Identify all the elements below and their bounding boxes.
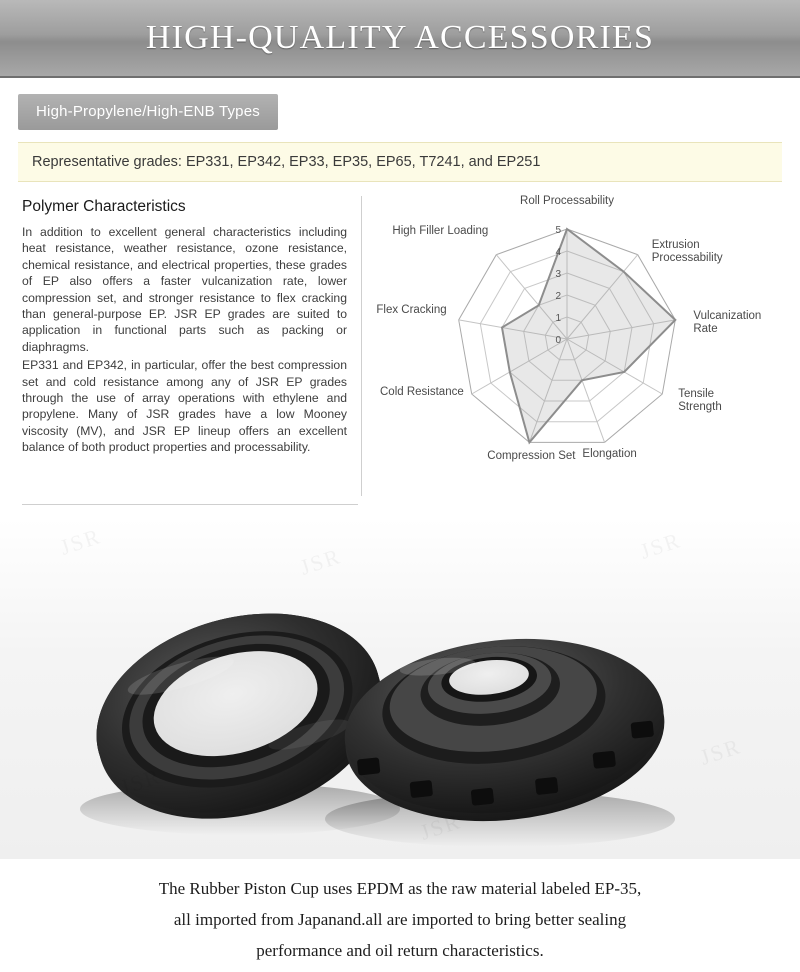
polymer-characteristics-column <box>22 196 362 496</box>
svg-text:2: 2 <box>555 291 561 302</box>
svg-text:0: 0 <box>555 335 561 346</box>
axis-label-elongation: Elongation <box>582 448 637 461</box>
svg-text:4: 4 <box>555 247 561 258</box>
caption-line-3: performance and oil return characteristics. <box>256 941 544 960</box>
section-heading: Polymer Characteristics <box>22 198 186 215</box>
axis-label-cold-resistance: Cold Resistance <box>380 386 464 398</box>
representative-grades: Representative grades: EP331, EP342, EP33, EP35, EP65, T7241, and EP251 <box>18 142 782 182</box>
radar-chart-column <box>362 196 782 496</box>
caption-line-2: all imported from Japanand.all are imported to bring better sealing <box>173 910 627 929</box>
axis-label-tensile-strength: Tensile Strength <box>678 388 722 413</box>
axis-label-flex-cracking: Flex Cracking <box>376 303 447 316</box>
radar-chart <box>362 196 762 496</box>
content-area <box>0 182 800 496</box>
svg-text:3: 3 <box>555 269 561 280</box>
axis-label-compression-set: Compression Set <box>487 450 576 463</box>
polymer-paragraph-1: In addition to excellent general characteristics including heat resistance, weather resistance, ozone resistance, chemical resistance, and electrical properties, these grades of EP also offers a faster vulcanization rate, lower compression set, and stronger resistance to flex cracking than general-purpose EP. JSR EP grades are suited to application in functional parts such as packing or diaphragms. <box>22 225 347 354</box>
product-photo-illustration <box>0 519 800 859</box>
page-title: HIGH-QUALITY ACCESSORIES <box>145 19 655 56</box>
header-banner <box>0 0 800 78</box>
axis-label-high-filler-loading: High Filler Loading <box>392 224 489 237</box>
type-badge: High-Propylene/High-ENB Types <box>18 94 278 130</box>
section-divider <box>22 504 358 505</box>
svg-text:1: 1 <box>555 313 561 324</box>
caption-line-1: The Rubber Piston Cup uses EPDM as the raw material labeled EP-35, <box>158 879 642 898</box>
product-photo <box>0 519 800 859</box>
axis-label-roll-processability: Roll Processability <box>520 195 614 207</box>
axis-label-vulcanization-rate: Vulcanization Rate <box>693 309 762 335</box>
svg-text:5: 5 <box>555 225 561 236</box>
polymer-paragraph-2: EP331 and EP342, in particular, offer the best compression set and cold resistance among any of JSR EP grades through the use of array operations with ethylene and propylene. Many of JSR grades have a low Mooney viscosity (MV), and JSR EP lineup offers an excellent balance of both product properties and processability. <box>22 358 347 455</box>
axis-label-extrusion-processability: Extrusion Processability <box>651 238 723 264</box>
type-chip-row <box>0 78 800 130</box>
photo-caption <box>0 873 800 966</box>
